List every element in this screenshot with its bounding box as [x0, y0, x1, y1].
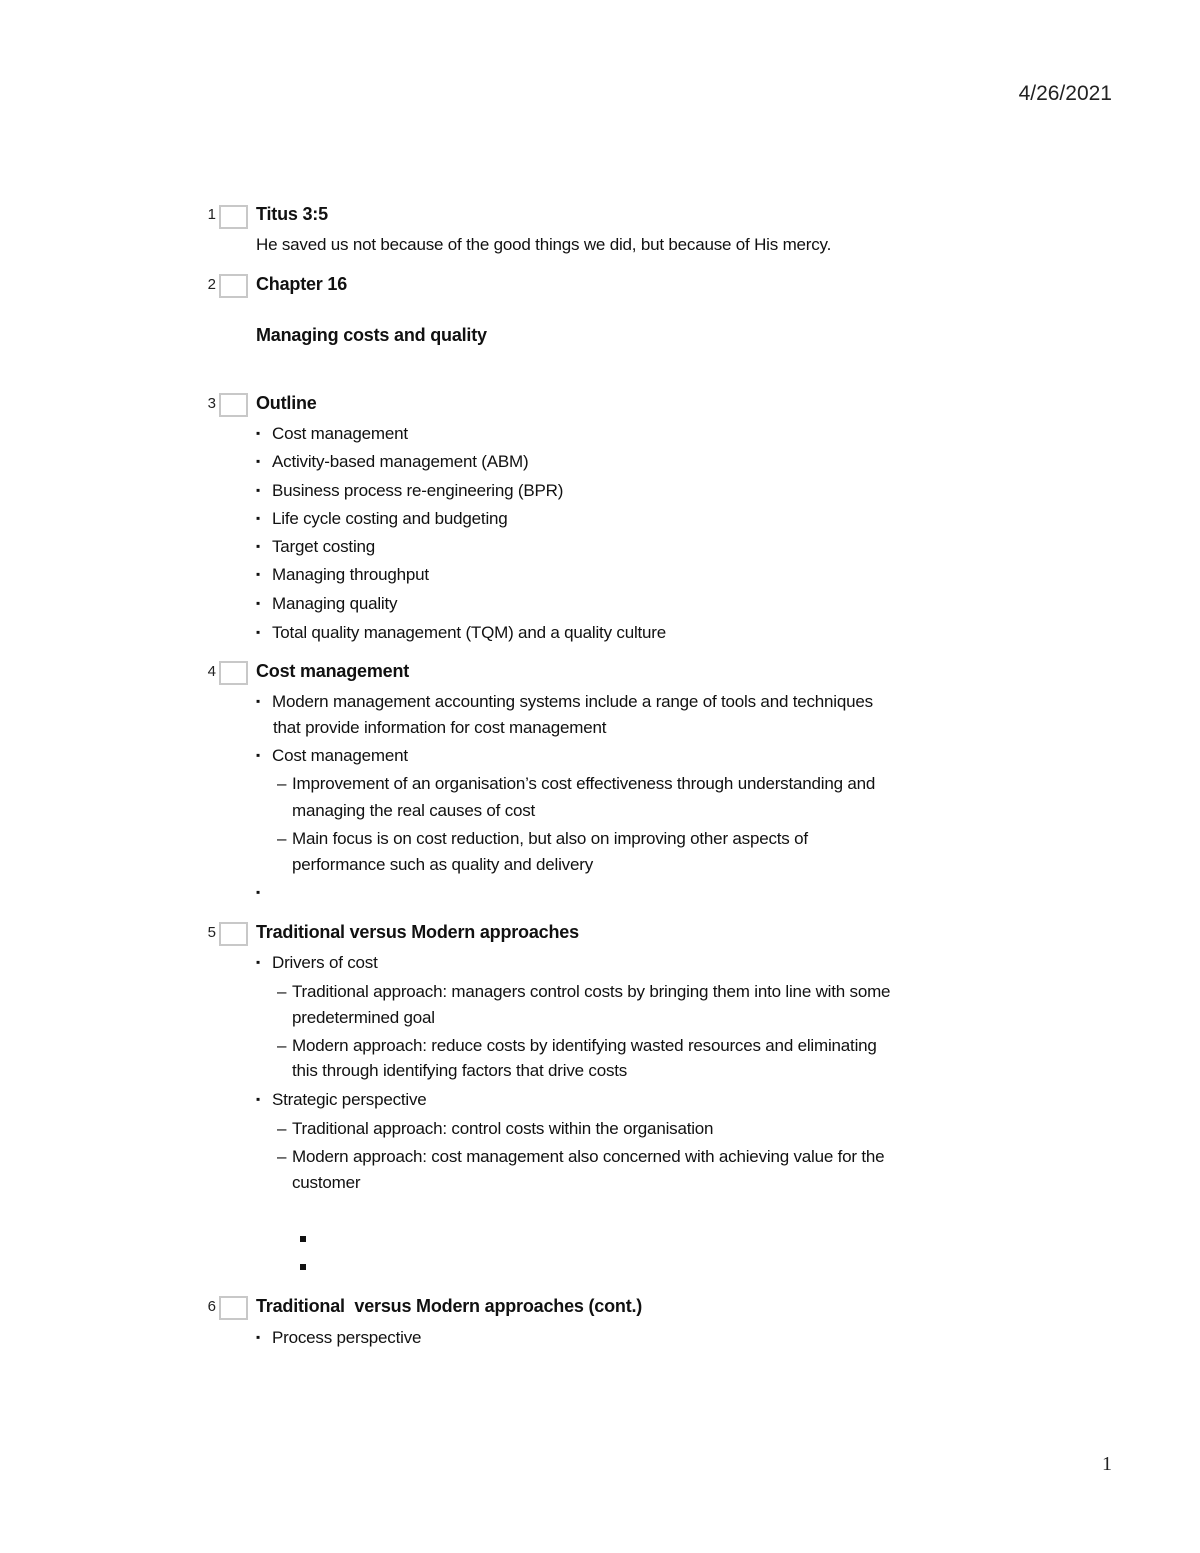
outline-item [256, 481, 563, 501]
bullet-icon: ▪ [256, 483, 261, 497]
bullet-item [256, 1328, 421, 1348]
sub-bullet-text: Modern approach: cost management also concerned with achieving value for the [292, 1147, 885, 1166]
dash-icon: – [277, 774, 287, 793]
empty-sub-bullet-icon [300, 1264, 306, 1270]
empty-bullet-item [256, 883, 272, 903]
bullet-text: Cost management [272, 746, 408, 765]
bullet-continuation: that provide information for cost management [273, 718, 607, 737]
slide-number-2: 2 [207, 276, 216, 293]
sub-bullet-text: Improvement of an organisation’s cost effectiveness through understanding and [292, 774, 876, 793]
outline-item-text: Managing throughput [272, 565, 429, 584]
dash-icon: – [277, 1036, 287, 1055]
bullet-icon: ▪ [256, 1330, 261, 1344]
slide-title-3: Outline [256, 393, 317, 413]
slide-title-1: Titus 3:5 [256, 204, 328, 224]
slide-thumbnail-2[interactable] [219, 274, 248, 298]
slide-title-5: Traditional versus Modern approaches [256, 922, 579, 942]
sub-bullet-continuation: performance such as quality and delivery [292, 855, 593, 874]
outline-item-text: Cost management [272, 424, 408, 443]
page-number: 1 [1102, 1453, 1112, 1475]
dash-icon: – [277, 829, 287, 848]
sub-bullet-continuation: customer [292, 1173, 361, 1192]
slide-thumbnail-6[interactable] [219, 1296, 248, 1320]
outline-item-text: Total quality management (TQM) and a quality culture [272, 623, 667, 642]
sub-bullet-item [277, 1119, 713, 1139]
sub-bullet-continuation: managing the real causes of cost [292, 801, 536, 820]
empty-sub-bullet-icon [300, 1236, 306, 1242]
dash-icon: – [277, 1119, 287, 1138]
sub-bullet-continuation: this through identifying factors that drive costs [292, 1061, 628, 1080]
bullet-item [256, 692, 873, 712]
outline-item-text: Life cycle costing and budgeting [272, 509, 508, 528]
outline-item [256, 452, 528, 472]
slide-title-2: Chapter 16 [256, 274, 348, 294]
outline-item [256, 594, 397, 614]
outline-item [256, 509, 508, 529]
bullet-icon: ▪ [256, 539, 261, 553]
bullet-icon: ▪ [256, 511, 261, 525]
bullet-icon: ▪ [256, 1092, 261, 1106]
bullet-icon: ▪ [256, 625, 261, 639]
outline-item-text: Business process re-engineering (BPR) [272, 481, 564, 500]
slide-number-4: 4 [207, 663, 216, 680]
bullet-icon: ▪ [256, 454, 261, 468]
dash-icon: – [277, 1147, 287, 1166]
bullet-text: Strategic perspective [272, 1090, 427, 1109]
slide-title-6: Traditional versus Modern approaches (cont.) [256, 1296, 643, 1316]
slide-text-1: He saved us not because of the good things we did, but because of His mercy. [256, 235, 832, 254]
bullet-item [256, 953, 378, 973]
slide-title-4: Cost management [256, 661, 410, 681]
bullet-text: Process perspective [272, 1328, 422, 1347]
dash-icon: – [277, 982, 287, 1001]
bullet-icon: ▪ [256, 694, 261, 708]
bullet-icon: ▪ [256, 426, 261, 440]
sub-bullet-item [277, 774, 875, 794]
slide-thumbnail-4[interactable] [219, 661, 248, 685]
bullet-icon: ▪ [256, 748, 261, 762]
bullet-icon: ▪ [256, 567, 261, 581]
outline-item-text: Managing quality [272, 594, 398, 613]
sub-bullet-item [277, 1147, 884, 1167]
outline-item [256, 537, 375, 557]
sub-bullet-item [277, 982, 890, 1002]
slide-subtitle-2: Managing costs and quality [256, 325, 487, 345]
sub-bullet-text: Traditional approach: managers control costs by bringing them into line with some [292, 982, 891, 1001]
bullet-text: Drivers of cost [272, 953, 378, 972]
bullet-item [256, 746, 408, 766]
slide-thumbnail-1[interactable] [219, 205, 248, 229]
slide-number-6: 6 [207, 1298, 216, 1315]
sub-bullet-item [277, 1036, 877, 1056]
sub-bullet-continuation: predetermined goal [292, 1008, 435, 1027]
outline-item [256, 424, 408, 444]
sub-bullet-text: Modern approach: reduce costs by identifying wasted resources and eliminating [292, 1036, 877, 1055]
bullet-icon: ▪ [256, 885, 261, 899]
outline-item [256, 565, 429, 585]
slide-number-1: 1 [207, 206, 216, 223]
outline-item-text: Activity-based management (ABM) [272, 452, 529, 471]
slide-number-3: 3 [207, 395, 216, 412]
print-date: 4/26/2021 [1018, 82, 1112, 105]
slide-thumbnail-3[interactable] [219, 393, 248, 417]
sub-bullet-text: Traditional approach: control costs within the organisation [292, 1119, 714, 1138]
slide-number-5: 5 [207, 924, 216, 941]
bullet-text: Modern management accounting systems include a range of tools and techniques [272, 692, 873, 711]
bullet-icon: ▪ [256, 596, 261, 610]
bullet-icon: ▪ [256, 955, 261, 969]
outline-item [256, 623, 666, 643]
outline-item-text: Target costing [272, 537, 376, 556]
bullet-item [256, 1090, 427, 1110]
slide-thumbnail-5[interactable] [219, 922, 248, 946]
sub-bullet-text: Main focus is on cost reduction, but also on improving other aspects of [292, 829, 808, 848]
sub-bullet-item [277, 829, 808, 849]
